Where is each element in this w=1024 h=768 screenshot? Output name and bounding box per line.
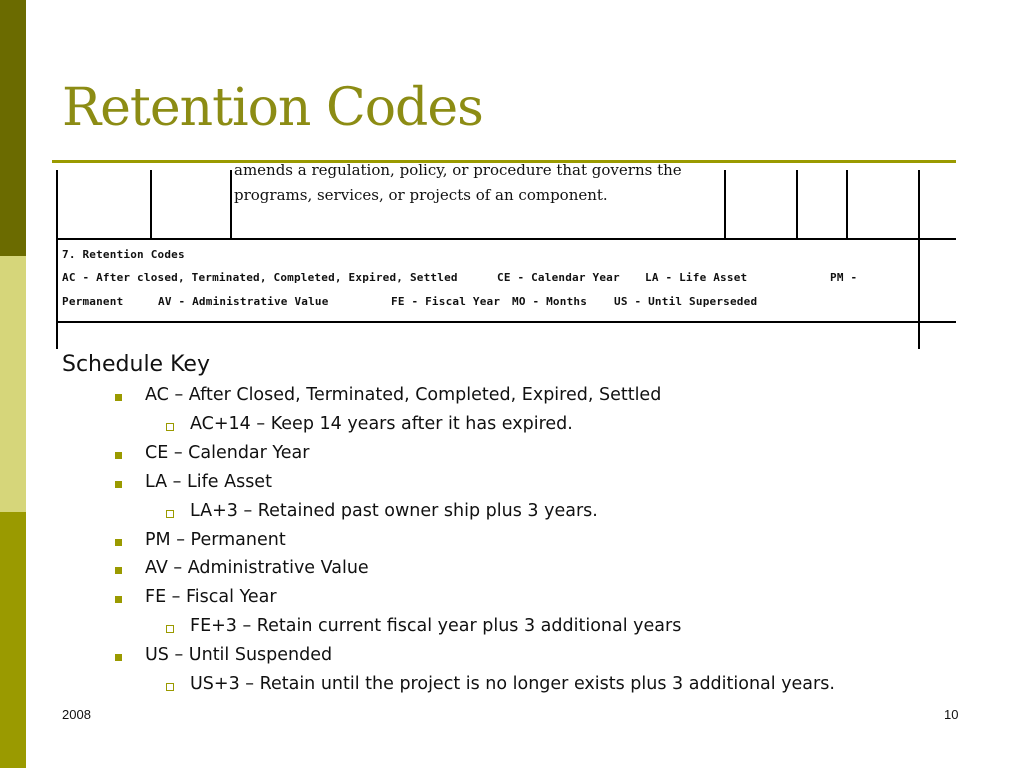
table-border <box>56 321 956 323</box>
sidebar-band-top <box>0 0 26 256</box>
square-bullet-icon <box>115 654 122 661</box>
hollow-square-bullet-icon <box>166 510 174 518</box>
page-number: 10 <box>944 707 959 722</box>
scan-heading: 7. Retention Codes <box>62 248 185 261</box>
table-border <box>150 170 152 240</box>
schedule-key-subitem: US+3 – Retain until the project is no longer exists plus 3 additional years. <box>190 674 835 694</box>
schedule-key-subitem: FE+3 – Retain current fiscal year plus 3 additional years <box>190 616 682 637</box>
square-bullet-icon <box>115 567 122 574</box>
scan-code: AC - After closed, Terminated, Completed, Expired, Settled <box>62 271 458 284</box>
schedule-key-item: FE – Fiscal Year <box>145 587 277 608</box>
hollow-square-bullet-icon <box>166 423 174 431</box>
scan-code: MO - Months <box>512 295 588 308</box>
square-bullet-icon <box>115 596 122 603</box>
schedule-key-subitem: AC+14 – Keep 14 years after it has expired. <box>190 413 573 434</box>
schedule-key-item: AV – Administrative Value <box>145 558 369 579</box>
table-border <box>230 170 232 240</box>
schedule-key-item: US – Until Suspended <box>145 645 333 666</box>
footer-year: 2008 <box>62 707 91 722</box>
scan-text-line: programs, services, or projects of an component. <box>234 186 608 204</box>
schedule-key-item: AC – After Closed, Terminated, Completed, Expired, Settled <box>145 385 662 405</box>
scan-code: CE - Calendar Year <box>497 271 620 284</box>
schedule-key-subitem: LA+3 – Retained past owner ship plus 3 years. <box>190 500 598 521</box>
scanned-form-excerpt <box>52 161 956 349</box>
scan-code: AV - Administrative Value <box>158 295 329 308</box>
hollow-square-bullet-icon <box>166 683 174 691</box>
scan-code: Permanent <box>62 295 124 308</box>
schedule-key-item: LA – Life Asset <box>145 471 272 492</box>
square-bullet-icon <box>115 452 122 459</box>
table-border <box>724 170 726 240</box>
scan-code: LA - Life Asset <box>645 271 748 284</box>
schedule-key-item: CE – Calendar Year <box>145 442 310 463</box>
table-border <box>846 170 848 240</box>
table-border <box>56 238 956 240</box>
sidebar-band-bottom <box>0 512 26 768</box>
square-bullet-icon <box>115 394 122 401</box>
scan-code: US - Until Superseded <box>614 295 758 308</box>
square-bullet-icon <box>115 539 122 546</box>
scan-code: PM - <box>830 271 858 284</box>
scan-code: FE - Fiscal Year <box>391 295 501 308</box>
hollow-square-bullet-icon <box>166 625 174 633</box>
slide-title: Retention Codes <box>62 78 483 138</box>
sidebar-band-middle <box>0 256 26 512</box>
schedule-key-item: PM – Permanent <box>145 529 286 550</box>
table-border <box>796 170 798 240</box>
square-bullet-icon <box>115 481 122 488</box>
schedule-key-heading: Schedule Key <box>62 352 210 377</box>
scan-text-line: amends a regulation, policy, or procedure that governs the <box>234 161 682 179</box>
